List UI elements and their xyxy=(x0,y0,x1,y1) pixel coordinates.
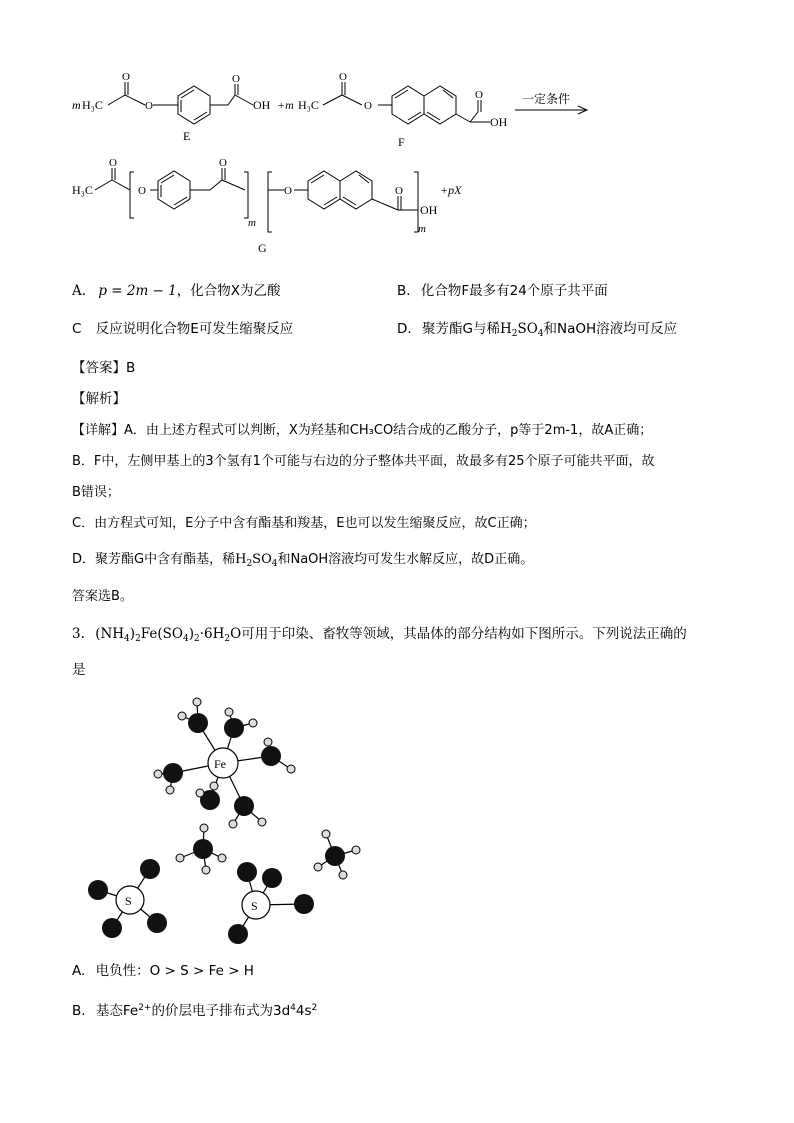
option-a-text: ，化合物X为乙酸 xyxy=(176,283,281,299)
analysis-line-5a: D．聚芳酯G中含有酯基，稀 xyxy=(72,552,236,567)
question3-formula: $(NH_4)_2Fe(SO_4)_2\cdot 6H_2O$ xyxy=(95,626,242,644)
o-carbonyl-f2: O xyxy=(475,89,483,101)
h3c-e: H₃C xyxy=(82,98,103,112)
question3-option-a xyxy=(72,962,254,980)
fe-label: Fe xyxy=(214,757,226,771)
s-label-1: S xyxy=(125,894,132,908)
o-carbonyl-g3: O xyxy=(395,185,403,197)
option-c xyxy=(72,320,293,338)
option-b-label: B. xyxy=(397,283,411,299)
o-ester-e: O xyxy=(145,100,153,112)
s-label-2: S xyxy=(251,899,258,913)
option-d: D. 聚芳酯G与稀$H_2SO_4$和NaOH溶液均可反应 xyxy=(397,321,678,339)
analysis-line-4: C．由方程式可知，E分子中含有酯基和羧基，E也可以发生缩聚反应，故C正确； xyxy=(72,516,536,531)
o-carbonyl-e1: O xyxy=(122,71,130,83)
o-carbonyl-e2: O xyxy=(232,73,240,85)
option-d-text-1: 聚芳酯G与稀 xyxy=(421,321,500,337)
option-b-text: 化合物F最多有24个原子共平面 xyxy=(420,283,608,299)
o-ester-f: O xyxy=(364,100,372,112)
o-ester-g1: O xyxy=(138,185,146,197)
label-f: F xyxy=(398,135,405,149)
option-a xyxy=(72,282,281,300)
q3-option-a-label: A. xyxy=(72,963,86,979)
o-carbonyl-g1: O xyxy=(109,157,117,169)
q3-option-b-text-3: 4s xyxy=(295,1003,312,1019)
analysis-conclusion: 答案选B。 xyxy=(72,589,133,604)
o-carbonyl-f1: O xyxy=(339,71,347,83)
option-c-text: 反应说明化合物E可发生缩聚反应 xyxy=(95,321,294,337)
answer-label: 【答案】 xyxy=(72,360,126,376)
analysis-line-2: B．F中，左侧甲基上的3个氢有1个可能与右边的分子整体共平面，故最多有25个原子可能共平面，故 xyxy=(72,454,655,469)
question3-number: 3. xyxy=(72,626,85,642)
question3-stem xyxy=(72,625,687,648)
label-g: G xyxy=(258,241,267,255)
question3-stem-line2: 是 xyxy=(72,662,86,678)
h3c-f: H₃C xyxy=(298,98,319,112)
coef-m-e: m xyxy=(72,98,81,112)
question3-text: 可用于印染、畜牧等领域，其晶体的部分结构如下图所示。下列说法正确的 xyxy=(241,626,687,642)
q3-option-b-text-1: 基态Fe xyxy=(95,1003,139,1019)
crystal-structure-figure xyxy=(70,685,390,950)
reaction-scheme xyxy=(0,60,794,260)
question3-option-b: B. 基态$Fe^{2+}$的价层电子排布式为$3d^44s^2$ xyxy=(72,1003,318,1019)
option-d-text-2: 和NaOH溶液均可反应 xyxy=(543,321,678,337)
o-carbonyl-g2: O xyxy=(219,157,227,169)
oh-g: OH xyxy=(420,203,438,217)
option-c-label: C xyxy=(72,321,82,337)
q3-option-a-text: 电负性：O > S > Fe > H xyxy=(95,963,254,979)
answer-value: B xyxy=(126,360,136,376)
option-d-label: D. xyxy=(397,321,412,337)
analysis-line-5: D．聚芳酯G中含有酯基，稀$H_2SO_4$和NaOH溶液均可发生水解反应，故D正确。 xyxy=(72,552,534,569)
h3c-g: H₃C xyxy=(72,183,93,197)
option-a-label: A. xyxy=(72,283,87,299)
plus-m: +m xyxy=(277,98,294,112)
q3-option-b-text-2: 的价层电子排布式为3d xyxy=(151,1003,291,1019)
o-ester-g2: O xyxy=(284,185,292,197)
reaction-condition: 一定条件 xyxy=(522,92,571,106)
sub-m-2: m xyxy=(418,223,426,235)
label-e: E xyxy=(183,129,191,143)
analysis-label: 【解析】 xyxy=(72,391,126,407)
option-a-math: p = 2m − 1 xyxy=(98,283,177,299)
oh-e: OH xyxy=(253,98,271,112)
analysis-line-5b: 和NaOH溶液均可发生水解反应，故D正确。 xyxy=(277,552,534,567)
analysis-line-1: 【详解】A．由上述方程式可以判断，X为羟基和CH₃CO结合成的乙酸分子，p等于2m-1，故A正确； xyxy=(72,423,653,438)
plus-px: +pX xyxy=(440,183,462,197)
oh-f: OH xyxy=(490,115,508,129)
sub-m-1: m xyxy=(248,217,256,229)
answer-line xyxy=(72,359,135,377)
q3-option-b-label: B. xyxy=(72,1003,86,1019)
analysis-line-3: B错误； xyxy=(72,485,120,500)
option-b xyxy=(397,282,608,300)
